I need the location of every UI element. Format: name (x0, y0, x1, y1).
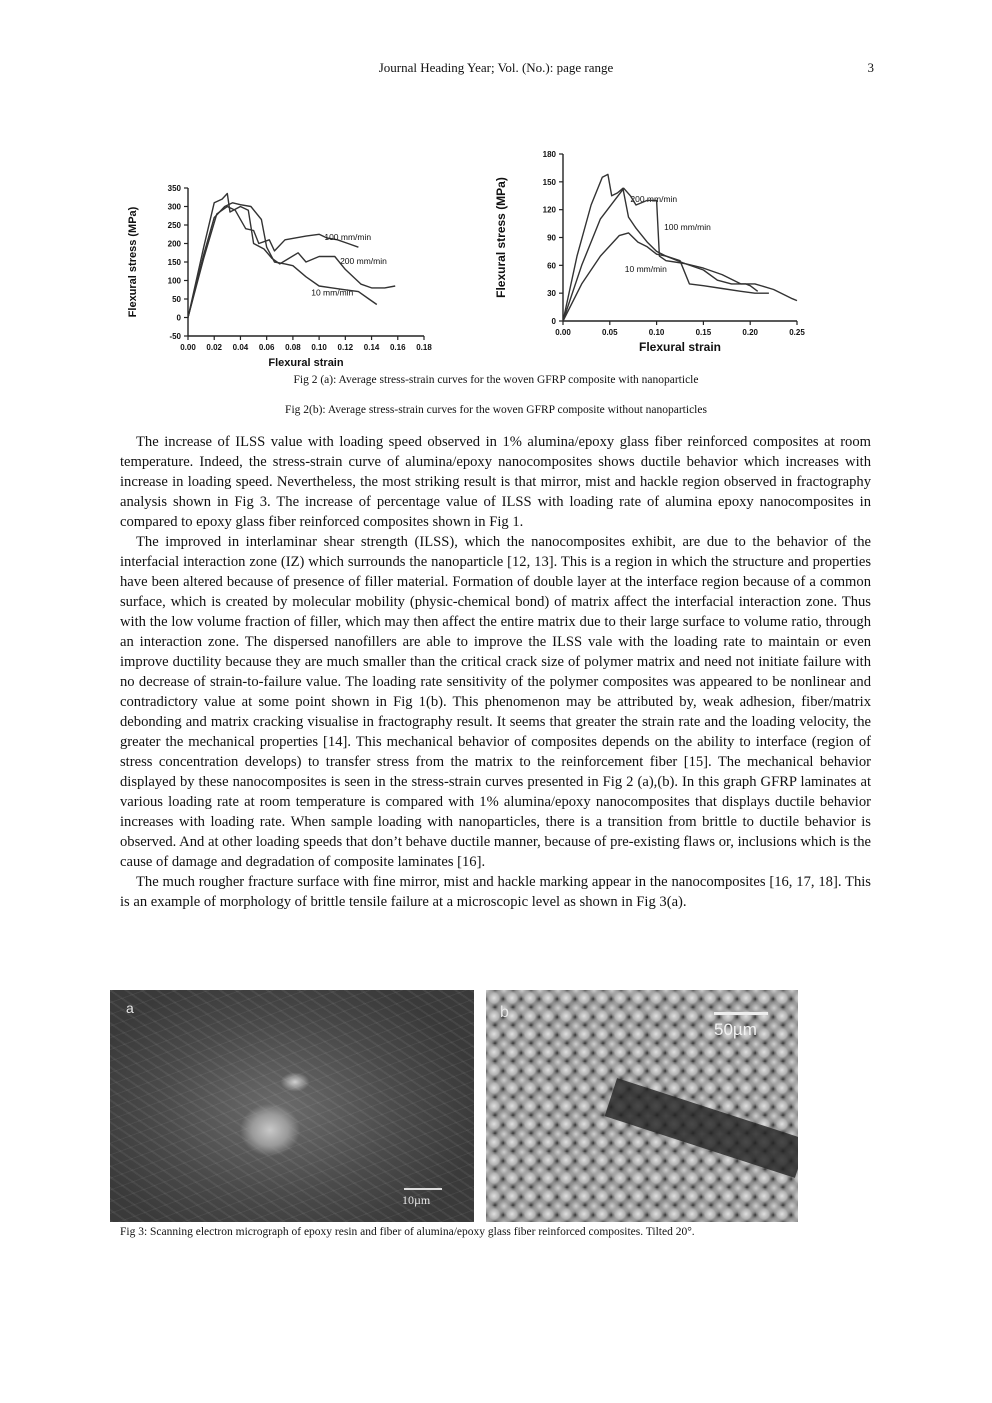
series-line-10-mm-per-min (563, 233, 769, 321)
y-axis-label: Flexural stress (MPa) (494, 177, 508, 298)
y-tick-label: 60 (547, 261, 556, 271)
x-tick-label: 0.00 (555, 328, 571, 337)
series-line-100-mm-per-min (188, 207, 358, 318)
y-tick-label: 250 (167, 221, 181, 230)
chart-fig2b (485, 145, 815, 370)
y-tick-label: 120 (542, 205, 556, 215)
y-tick-label: 150 (542, 177, 556, 187)
x-tick-label: 0.18 (416, 343, 432, 352)
sem-a-scale-label: 10µm (402, 1193, 431, 1207)
y-tick-label: 150 (167, 258, 181, 267)
x-tick-label: 0.10 (311, 343, 327, 352)
x-axis-label: Flexural strain (268, 357, 344, 369)
y-tick-label: 300 (167, 202, 181, 212)
series-label: 100 mm/min (324, 231, 372, 242)
x-tick-label: 0.10 (648, 328, 665, 337)
series-line-100-mm-per-min (563, 188, 797, 321)
series-label: 100 mm/min (664, 222, 711, 233)
y-tick-label: 30 (547, 289, 556, 299)
series-label: 200 mm/min (630, 194, 678, 205)
x-tick-label: 0.08 (285, 343, 301, 352)
x-tick-label: 0.15 (695, 328, 712, 337)
sem-b-dark-band (605, 1078, 798, 1178)
x-tick-label: 0.02 (206, 343, 223, 352)
x-tick-label: 0.05 (602, 328, 618, 337)
y-tick-label: 0 (551, 317, 556, 326)
paragraph-2: The improved in interlaminar shear strength (ILSS), which the nanocomposites exhibit, are due to the behavior of the interfacial interaction zone (IZ) which surrounds the nanoparticle [12, 13]. This is a region in which the structure and properties have been altered because of presence of filler material. Formation of double layer at the interface region because of a common surface, which is created by molecular mobility (physic-chemical bond) of matrix affect the interfacial interaction zone. Thus with the low volume fraction of filler, which may then affect the entire matrix due to their large surface to volume ratio, through an interaction zone. The dispersed nanofillers are able to improve the ILSS vale with the loading rate to maintain or even improve ductility because they are much smaller than the critical crack size of polymer matrix and need not initiate failure with no decrease of strain-to-failure value. The loading rate sensitivity of the polymer composites was appeared to be nonlinear and contradictory value at some point shown in Fig 1(b). This phenomenon may be attributed by, weak adhesion, fiber/matrix debonding and matrix cracking visualise in fractography result. It seems that greater the strain rate and the loading velocity, the greater the mechanical properties [14]. This mechanical behavior of composites depends on the ability to interface (region of stress concentration develops) to transfer stress from the matrix to the reinforcement fiber [15]. The mechanical behavior displayed by these nanocomposites is seen in the stress-strain curves presented in Fig 2 (a),(b). In this graph GFRP laminates at various loading rate at room temperature is compared with 1% alumina/epoxy nanocomposites that displays ductile behavior increases with loading rate. When sample loading with nanoparticles, there is a transition from brittle to ductile behavior is observed. And at other loading speeds that don’t behave ductile manner, because of pre-existing flaws or, inclusions which is the cause of damage and degradation of composite laminates [16]. (120, 534, 871, 870)
y-tick-label: 350 (167, 184, 181, 193)
y-tick-label: 50 (172, 295, 181, 304)
sem-b-scale-bar (714, 1012, 768, 1015)
y-tick-label: 100 (167, 276, 181, 286)
series-label: 10 mm/min (311, 287, 354, 298)
paragraph-1: The increase of ILSS value with loading speed observed in 1% alumina/epoxy glass fiber reinforced composites at room temperature. Indeed, the stress-strain curve of alumina/epoxy nanocomposites shows ductile behavior which increases with increase in loading speed. Nevertheless, the most striking result is that mirror, mist and hackle region observed in fractography analysis shown in Fig 3. The increase of percentage value of ILSS with loading rate of alumina epoxy nanocomposites in compared to epoxy glass fiber reinforced composites shown in Fig 1. (120, 434, 871, 530)
x-axis-label: Flexural strain (638, 340, 722, 354)
x-tick-label: 0.06 (258, 343, 275, 352)
journal-heading: Journal Heading Year; Vol. (No.): page range (378, 60, 614, 75)
running-header (0, 60, 992, 78)
x-tick-label: 0.20 (742, 328, 758, 337)
paragraph-3: The much rougher fracture surface with fine mirror, mist and hackle marking appear in the nanocomposites [16, 17, 18]. This is an example of morphology of brittle tensile failure at a microscopic level as shown in Fig 3(a). (120, 874, 871, 910)
fig3-caption: Fig 3: Scanning electron micrograph of epoxy resin and fiber of alumina/epoxy glass fiber reinforced composites. Tilted 20°. (120, 1226, 695, 1238)
y-tick-label: -50 (169, 332, 181, 341)
x-tick-label: 0.25 (789, 328, 805, 337)
y-tick-label: 200 (167, 239, 181, 249)
chart-fig2a (110, 180, 450, 370)
sem-a-scale-bar (404, 1188, 442, 1190)
page-number: 3 (867, 60, 874, 75)
chart-fig2a-svg (110, 180, 450, 370)
x-tick-label: 0.14 (363, 343, 380, 352)
fig2a-caption: Fig 2 (a): Average stress-strain curves for the woven GFRP composite with nanoparticle (293, 374, 699, 386)
x-tick-label: 0.00 (180, 343, 196, 352)
y-tick-label: 180 (542, 150, 556, 159)
series-label: 200 mm/min (340, 255, 387, 266)
chart-fig2b-svg (485, 145, 815, 370)
sem-b-panel-label: b (500, 1004, 509, 1021)
x-tick-label: 0.12 (337, 343, 354, 352)
y-tick-label: 0 (176, 313, 181, 323)
fig2b-caption: Fig 2(b): Average stress-strain curves for the woven GFRP composite without nanoparticles (285, 404, 707, 416)
y-axis-label: Flexural stress (MPa) (127, 206, 139, 318)
y-tick-label: 90 (547, 233, 556, 243)
body-text (120, 432, 871, 912)
sem-image-b (486, 990, 798, 1222)
series-label: 10 mm/min (624, 263, 667, 274)
x-tick-label: 0.04 (232, 343, 249, 352)
sem-a-panel-label: a (126, 1000, 134, 1016)
x-tick-label: 0.16 (389, 343, 406, 352)
sem-b-scale-label: 50µm (714, 1020, 757, 1039)
sem-image-a (110, 990, 474, 1222)
